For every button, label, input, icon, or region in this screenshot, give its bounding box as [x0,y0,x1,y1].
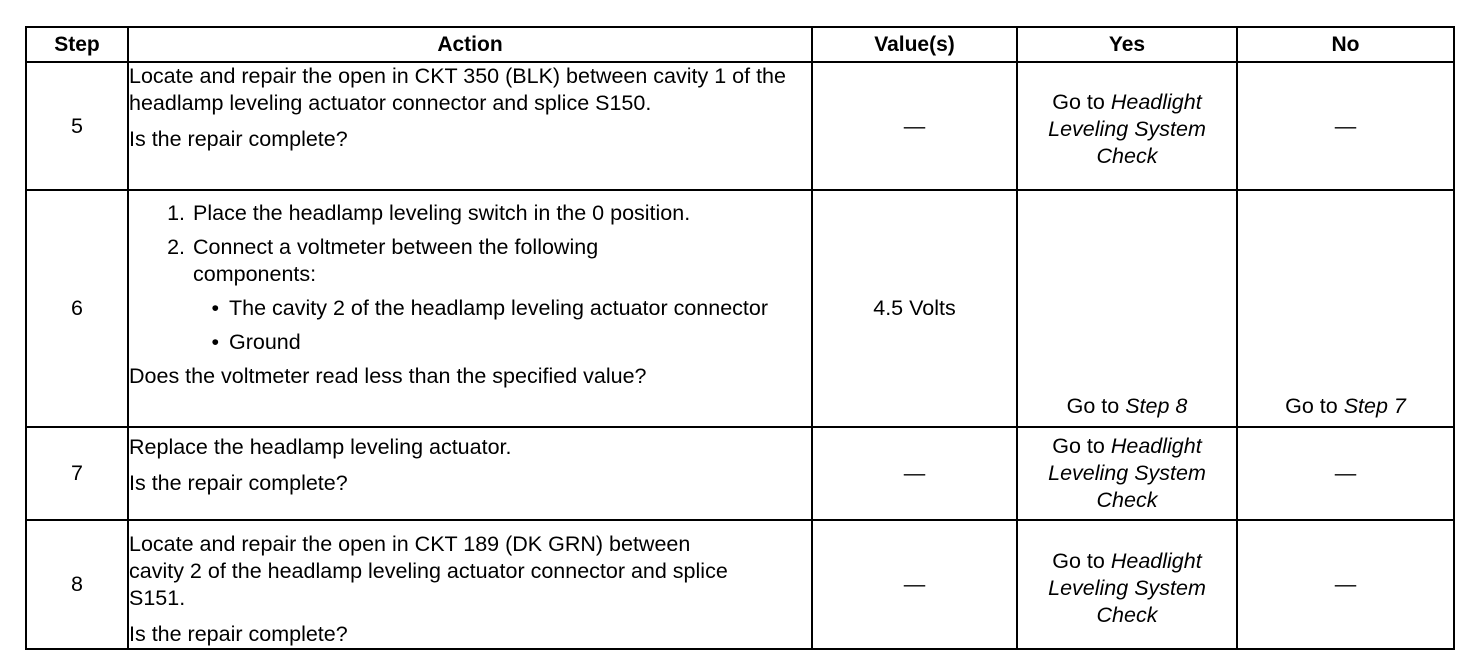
step-number: 7 [26,427,128,520]
list-text: Connect a voltmeter between the following components: [193,235,599,286]
table-row [26,190,1454,427]
diagnostic-table [25,26,1455,650]
action-cell [128,62,812,190]
header-no: No [1237,27,1454,62]
yes-prefix: Go to [1052,549,1105,573]
yes-link[interactable]: Step 8 [1125,394,1188,418]
header-action: Action [128,27,812,62]
header-values: Value(s) [812,27,1017,62]
action-question: Is the repair complete? [129,622,348,646]
bullet-text: Ground [229,330,301,354]
bullet-mark: • [211,296,219,320]
list-text: Place the headlamp leveling switch in the 0 position. [193,201,691,225]
step-number: 6 [26,190,128,427]
list-item [129,234,811,288]
action-cell [128,520,812,649]
action-text: Replace the headlamp leveling actuator. [129,435,512,459]
yes-prefix: Go to [1052,434,1105,458]
action-question: Is the repair complete? [129,471,348,495]
yes-link[interactable]: Headlight Leveling System Check [1048,434,1206,512]
value-cell: 4.5 Volts [812,190,1017,427]
step-number: 8 [26,520,128,649]
table-row [26,520,1454,649]
no-cell: — [1237,520,1454,649]
yes-prefix: Go to [1052,89,1105,114]
action-text: Locate and repair the open in CKT 350 (BLK) between cavity 1 of the headlamp leveling actuator connector and splice S150. [129,64,786,115]
yes-cell [1017,62,1237,190]
no-link[interactable]: Step 7 [1343,394,1406,418]
table-row [26,62,1454,190]
action-cell [128,427,812,520]
bullet-text: The cavity 2 of the headlamp leveling actuator connector [229,296,769,320]
table-row [26,427,1454,520]
step-number: 5 [26,62,128,190]
list-number: 2. [167,235,185,259]
yes-cell [1017,190,1237,427]
action-text: Locate and repair the open in CKT 189 (DK GRN) between cavity 2 of the headlamp leveling actuator connector and splice S151. [129,532,728,610]
yes-prefix: Go to [1066,394,1120,418]
yes-link[interactable]: Headlight Leveling System Check [1048,89,1206,168]
no-cell: — [1237,427,1454,520]
bullet-item [129,295,811,322]
header-yes: Yes [1017,27,1237,62]
value-cell: — [812,427,1017,520]
action-question: Does the voltmeter read less than the specified value? [129,364,647,388]
action-question: Is the repair complete? [129,127,348,151]
bullet-mark: • [211,330,219,354]
no-cell: — [1237,62,1454,190]
value-cell: — [812,62,1017,190]
value-cell: — [812,520,1017,649]
no-prefix: Go to [1285,394,1338,418]
no-cell [1237,190,1454,427]
yes-cell [1017,520,1237,649]
list-number: 1. [167,201,185,225]
bullet-item [129,329,811,356]
header-step: Step [26,27,128,62]
header-row [26,27,1454,62]
action-cell [128,190,812,427]
yes-link[interactable]: Headlight Leveling System Check [1048,549,1206,627]
list-item [129,200,811,227]
yes-cell [1017,427,1237,520]
